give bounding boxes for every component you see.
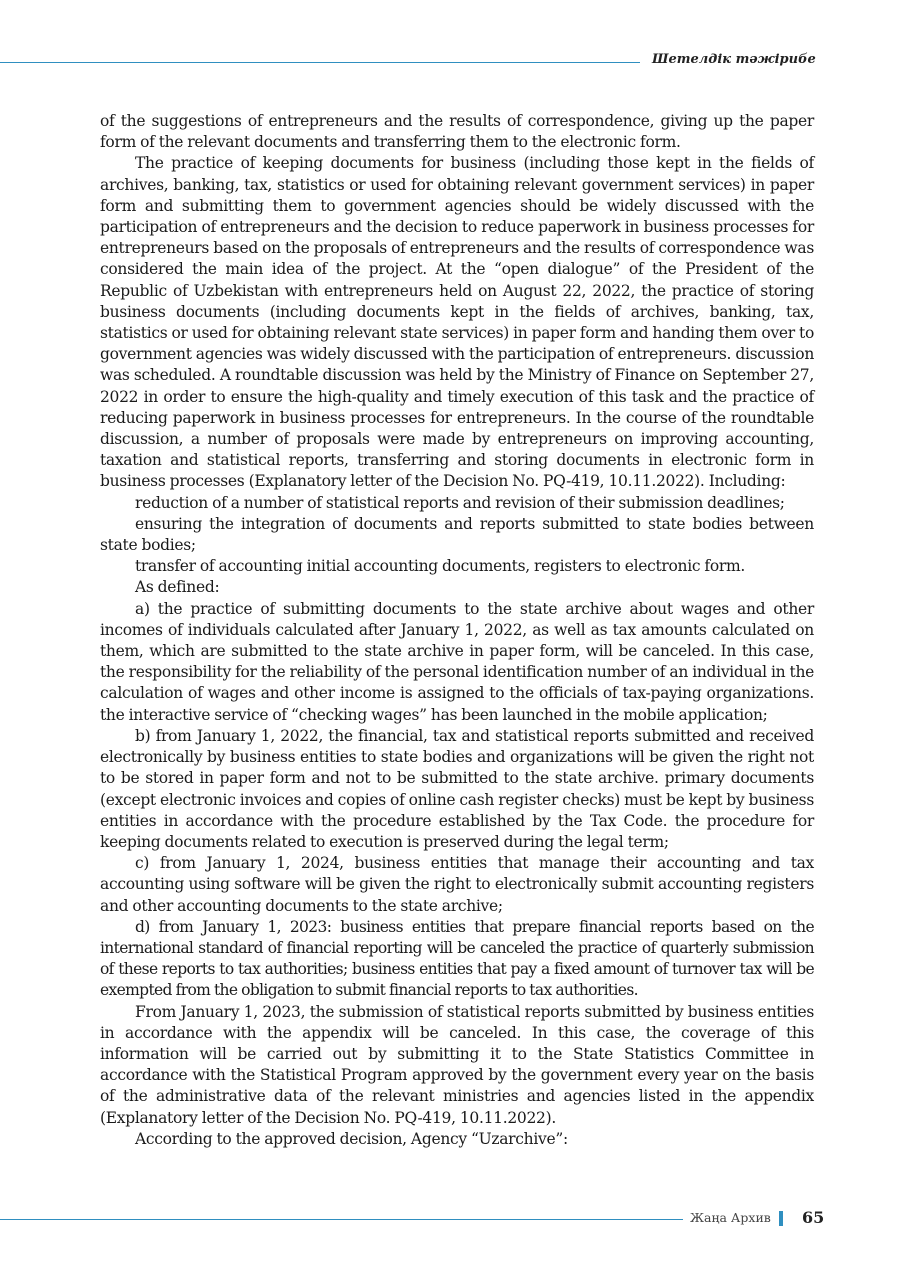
page-number: 65 — [802, 1208, 825, 1227]
list-item: b) from January 1, 2022, the financial, tax and statistical reports submitted and received electronically by business entities to state bodies and organizations will be given the right not to be stored in paper form and not to be submitted to the state archive. primary documents (except electronic invoices and copies of online cash register checks) must be kept by business entities in accordance with the procedure established by the Tax Code. the procedure for keeping documents related to execution is preserved during the legal term; — [100, 726, 814, 851]
header-rule — [0, 62, 640, 63]
list-item: a) the practice of submitting documents to the state archive about wages and other incomes of individuals calculated after January 1, 2022, as well as tax amounts calculated on them, which are submitted to the state archive in paper form, will be canceled. In this case, the responsibility for the reliability of the personal identification number of an individual in the calculation of wages and other income is assigned to the officials of tax-paying organizations. the interactive service of “checking wages” has been launched in the mobile application; — [100, 599, 814, 724]
journal-name: Жаңа Архив — [690, 1210, 771, 1225]
section-title: Шетелдік тәжірибе — [652, 52, 816, 67]
list-item: reduction of a number of statistical reports and revision of their submission deadlines; — [135, 493, 785, 512]
list-item: c) from January 1, 2024, business entities that manage their accounting and tax accounting using software will be given the right to electronically submit accounting registers and other accounting documents to the state archive; — [100, 854, 814, 915]
paragraph: of the suggestions of entrepreneurs and the results of correspondence, giving up the paper form of the relevant documents and transferring them to the electronic form. — [100, 112, 814, 152]
article-body — [100, 111, 814, 1150]
paragraph: The practice of keeping documents for business (including those kept in the fields of archives, banking, tax, statistics or used for obtaining relevant government services) in paper form and submitting them to government agencies should be widely discussed with the participation of entrepreneurs and the decision to reduce paperwork in business processes for entrepreneurs based on the proposals of entrepreneurs and the results of correspondence was considered the main idea of the project. At the “open dialogue” of the President of the Republic of Uzbekistan with entrepreneurs held on August 22, 2022, the practice of storing business documents (including documents kept in the fields of archives, banking, tax, statistics or used for obtaining relevant state services) in paper form and handing them over to government agencies was widely discussed with the participation of entrepreneurs. discussion was scheduled. A roundtable discussion was held by the Ministry of Finance on September 27, 2022 in order to ensure the high-quality and timely execution of this task and the practice of reducing paperwork in business processes for entrepreneurs. In the course of the roundtable discussion, a number of proposals were made by entrepreneurs on improving accounting, taxation and statistical reports, transferring and storing documents in electronic form in business processes (Explanatory letter of the Decision No. PQ-419, 10.11.2022). Including: — [100, 154, 814, 491]
paragraph: As defined: — [135, 578, 220, 597]
paragraph: According to the approved decision, Agency “Uzarchive”: — [135, 1129, 568, 1148]
paragraph: From January 1, 2023, the submission of statistical reports submitted by business entities in accordance with the appendix will be canceled. In this case, the coverage of this information will be carried out by submitting it to the State Statistics Committee in accordance with the Statistical Program approved by the government every year on the basis of the administrative data of the relevant ministries and agencies listed in the appendix (Explanatory letter of the Decision No. PQ-419, 10.11.2022). — [100, 1002, 814, 1127]
list-item: transfer of accounting initial accounting documents, registers to electronic form. — [135, 557, 746, 576]
list-item: d) from January 1, 2023: business entities that prepare financial reports based on the international standard of financial reporting will be canceled the practice of quarterly submission of these reports to tax authorities; business entities that pay a fixed amount of turnover tax will be exempted from the obligation to submit financial reports to tax authorities. — [100, 917, 814, 1000]
list-item: ensuring the integration of documents and reports submitted to state bodies between state bodies; — [100, 514, 814, 555]
footer-rule — [0, 1219, 683, 1220]
footer-accent-bar — [779, 1211, 783, 1226]
